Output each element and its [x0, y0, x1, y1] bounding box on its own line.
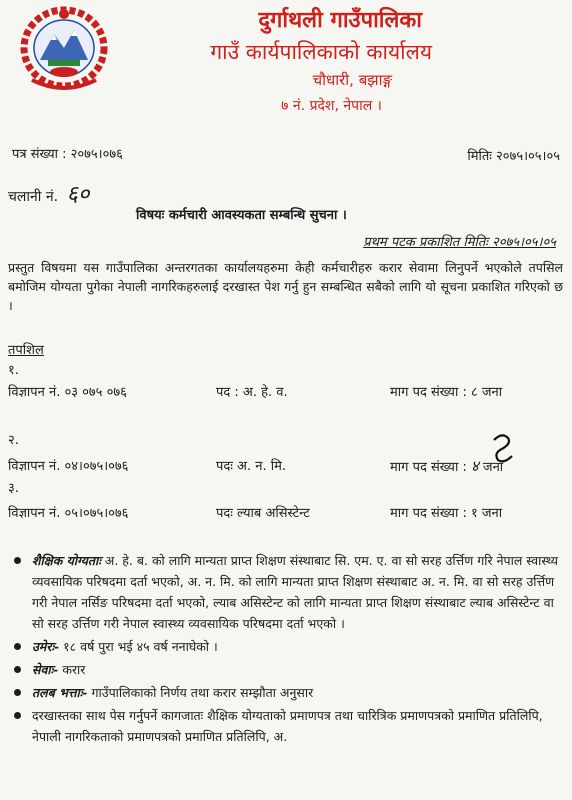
requirement-text: १८ वर्ष पुरा भई ४५ वर्ष ननाघेको । [63, 639, 218, 654]
demand-handwritten-number: ४ [470, 457, 479, 475]
subject-text: कर्मचारी आवस्यकता सम्बन्धि सुचना । [168, 208, 347, 223]
dispatch-value: ६० [66, 182, 90, 207]
demand-label: माग पद संख्या : [390, 460, 467, 475]
ad-number: विज्ञापन नं. ०४।०७५।०७६ [8, 459, 129, 474]
municipality-name: दुर्गाथली गाउँपालिका [258, 8, 422, 33]
requirement-term: उमेरः- [32, 639, 60, 654]
ad-number: विज्ञापन नं. ०५।०७५।०७६ [8, 506, 129, 521]
ad-number: विज्ञापन नं. ०३ ०७५ ०७६ [8, 385, 127, 400]
demand-unit: जना [482, 460, 504, 475]
requirement-term: तलब भत्ताः- [32, 685, 88, 700]
nepal-emblem-icon [18, 4, 110, 90]
office-location: चौधारी, बझाङ्ग [312, 71, 392, 89]
demand-count: माग पद संख्या : ८ जना [390, 385, 503, 400]
list-item [8, 705, 564, 747]
requirement-text: अ. हे. ब. को लागि मान्यता प्राप्त शिक्षण संस्थाबाट सि. एम. ए. वा सो सरह उर्त्तिण गरि नेपाल स्वास्थ्य व्यवसायिक परिषदमा दर्ता भएको, अ. न. मि. को लागि मान्यता प्राप्त शिक्षण संस्थाबाट अ. न. मि. वा सो सरह उर्त्तिण गरी नेपाल नर्सिङ परिषदमा दर्ता भएको, ल्याब असिस्टेन्ट को लागि मान्यता प्राप्त शिक्षण संस्थाबाट ल्याब असिस्टेन्ट वा सो सरह उर्त्तिण गरी नेपाल स्वास्थ्य व्यवसायिक परिषदमा दर्ता भएको । [32, 553, 559, 631]
post-title: पद : अ. हे. व. [216, 385, 288, 400]
office-name: गाउँ कार्यपालिकाको कार्यालय [210, 40, 432, 64]
requirement-text: दरखास्तका साथ पेस गर्नुपर्ने कागजातः शैक्षिक योग्यताको प्रमाणपत्र तथा चारित्रिक प्रमाणपत्रको प्रमाणित प्रतिलिपि, नेपाली नागरिकताको प्रमाणपत्रको प्रमाणित प्रतिलिपि, अ. [32, 708, 543, 744]
bullet-icon [14, 712, 21, 719]
requirement-term: सेवाः- [32, 662, 59, 677]
requirement-term: शैक्षिक योग्यताः [32, 553, 101, 568]
demand-count: माग पद संख्या : १ जना [390, 506, 503, 521]
position-number: ३. [8, 481, 19, 496]
demand-count [390, 456, 503, 476]
list-item [8, 636, 564, 657]
list-item [8, 550, 564, 634]
letter-number: पत्र संख्या : २०७५।०७६ [12, 147, 123, 162]
body-paragraph: प्रस्तुत विषयमा यस गाउँपालिका अन्तरगतका कार्यालयहरुमा केही कर्मचारीहरु करार सेवामा लिनुपर्ने भएकोले तपसिल बमोजिम योग्यता पुगेका नेपाली नागरिकहरुलाई दरखास्त पेश गर्नु हुन सम्बन्धित सबैको लागि यो सूचना प्रकाशित गरिएको छ । [8, 260, 563, 313]
requirement-text: करार [62, 662, 86, 677]
details-heading: तपशिल [8, 343, 44, 358]
dispatch-label: चलानी नं. [8, 189, 59, 205]
post-title: पदः ल्याब असिस्टेन्ट [216, 506, 310, 521]
requirements-list [8, 550, 564, 749]
letter-date: मितिः २०७५।०५।०५ [467, 149, 560, 164]
list-item [8, 659, 564, 680]
list-item [8, 682, 564, 703]
bullet-icon [14, 557, 21, 564]
position-number: १. [8, 363, 19, 378]
post-title: पदः अ. न. मि. [216, 459, 286, 474]
bullet-icon [14, 666, 21, 673]
position-number: २. [8, 433, 19, 448]
published-date: प्रथम पटक प्रकाशित मितिः २०७५।०५।०५ [363, 235, 556, 250]
handwritten-correction-icon [488, 432, 518, 464]
subject-line [136, 205, 347, 223]
bullet-icon [14, 643, 21, 650]
province-line: ७ नं. प्रदेश, नेपाल । [281, 98, 382, 114]
subject-label: विषयः [136, 208, 165, 223]
bullet-icon [14, 689, 21, 696]
dispatch-number [8, 178, 89, 208]
requirement-text: गाउँपालिकाको निर्णय तथा करार सम्झौता अनुसार [91, 685, 314, 700]
